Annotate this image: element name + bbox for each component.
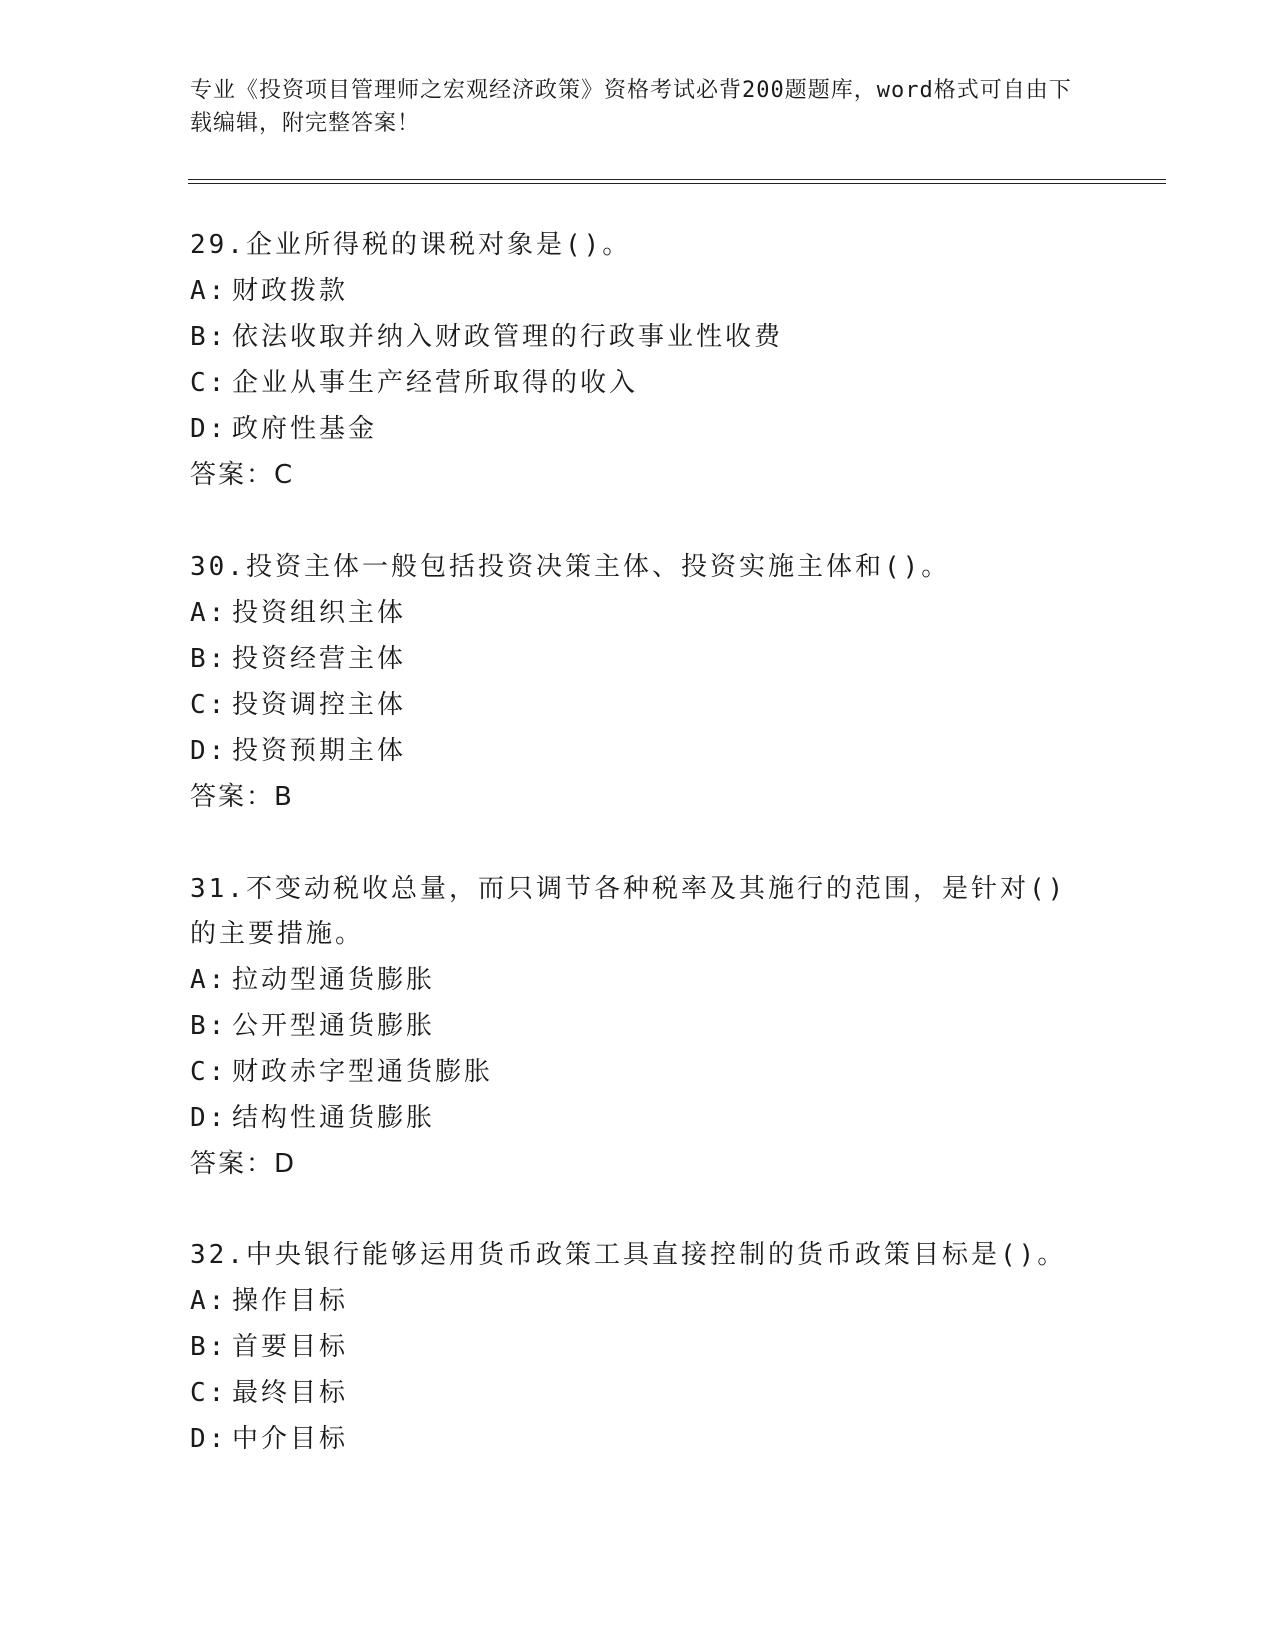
question-stem: 29.企业所得税的课税对象是()。 <box>190 230 632 260</box>
option-letter: C: <box>190 1378 228 1408</box>
option-text: 投资预期主体 <box>232 736 407 766</box>
option-letter: A: <box>190 598 228 628</box>
option-d <box>190 1416 1090 1462</box>
option-c <box>190 360 1090 406</box>
option-text: 中介目标 <box>232 1424 349 1454</box>
option-text: 公开型通货膨胀 <box>232 1011 436 1041</box>
option-letter: B: <box>190 1011 228 1041</box>
answer-line: 答案：C <box>190 460 295 490</box>
option-text: 投资调控主体 <box>232 690 407 720</box>
option-text: 政府性基金 <box>232 414 378 444</box>
option-b <box>190 1324 1090 1370</box>
option-letter: C: <box>190 368 228 398</box>
question-stem: 30.投资主体一般包括投资决策主体、投资实施主体和()。 <box>190 552 951 582</box>
option-letter: C: <box>190 1057 228 1087</box>
option-c <box>190 1049 1090 1095</box>
option-text: 财政拨款 <box>232 276 349 306</box>
option-letter: B: <box>190 644 228 674</box>
option-letter: A: <box>190 276 228 306</box>
option-text: 财政赤字型通货膨胀 <box>232 1057 494 1087</box>
option-d <box>190 1095 1090 1141</box>
option-a <box>190 590 1090 636</box>
answer-line: 答案：D <box>190 1149 297 1179</box>
option-letter: D: <box>190 414 228 444</box>
option-text: 最终目标 <box>232 1378 349 1408</box>
answer-line: 答案：B <box>190 782 294 812</box>
option-text: 投资经营主体 <box>232 644 407 674</box>
option-letter: D: <box>190 1424 228 1454</box>
option-letter: D: <box>190 736 228 766</box>
option-d <box>190 406 1090 452</box>
option-a <box>190 1278 1090 1324</box>
option-c <box>190 1370 1090 1416</box>
question-29 <box>190 223 1090 498</box>
option-text: 投资组织主体 <box>232 598 407 628</box>
option-letter: B: <box>190 1332 228 1362</box>
option-b <box>190 314 1090 360</box>
document-header: 专业《投资项目管理师之宏观经济政策》资格考试必背200题题库，word格式可自由下载编辑，附完整答案！ <box>190 78 1072 136</box>
option-letter: A: <box>190 965 228 995</box>
option-letter: B: <box>190 322 228 352</box>
question-stem: 31.不变动税收总量，而只调节各种税率及其施行的范围，是针对()的主要措施。 <box>190 874 1067 949</box>
header-divider <box>188 179 1166 184</box>
question-stem: 32.中央银行能够运用货币政策工具直接控制的货币政策目标是()。 <box>190 1240 1067 1270</box>
option-d <box>190 728 1090 774</box>
option-letter: A: <box>190 1286 228 1316</box>
option-text: 结构性通货膨胀 <box>232 1103 436 1133</box>
option-b <box>190 636 1090 682</box>
option-text: 首要目标 <box>232 1332 349 1362</box>
option-a <box>190 957 1090 1003</box>
option-c <box>190 682 1090 728</box>
question-30 <box>190 545 1090 820</box>
option-letter: C: <box>190 690 228 720</box>
option-a <box>190 268 1090 314</box>
option-b <box>190 1003 1090 1049</box>
option-text: 操作目标 <box>232 1286 349 1316</box>
question-31 <box>190 867 1090 1187</box>
question-32 <box>190 1233 1090 1462</box>
option-text: 依法收取并纳入财政管理的行政事业性收费 <box>232 322 784 352</box>
option-text: 拉动型通货膨胀 <box>232 965 436 995</box>
option-letter: D: <box>190 1103 228 1133</box>
option-text: 企业从事生产经营所取得的收入 <box>232 368 639 398</box>
